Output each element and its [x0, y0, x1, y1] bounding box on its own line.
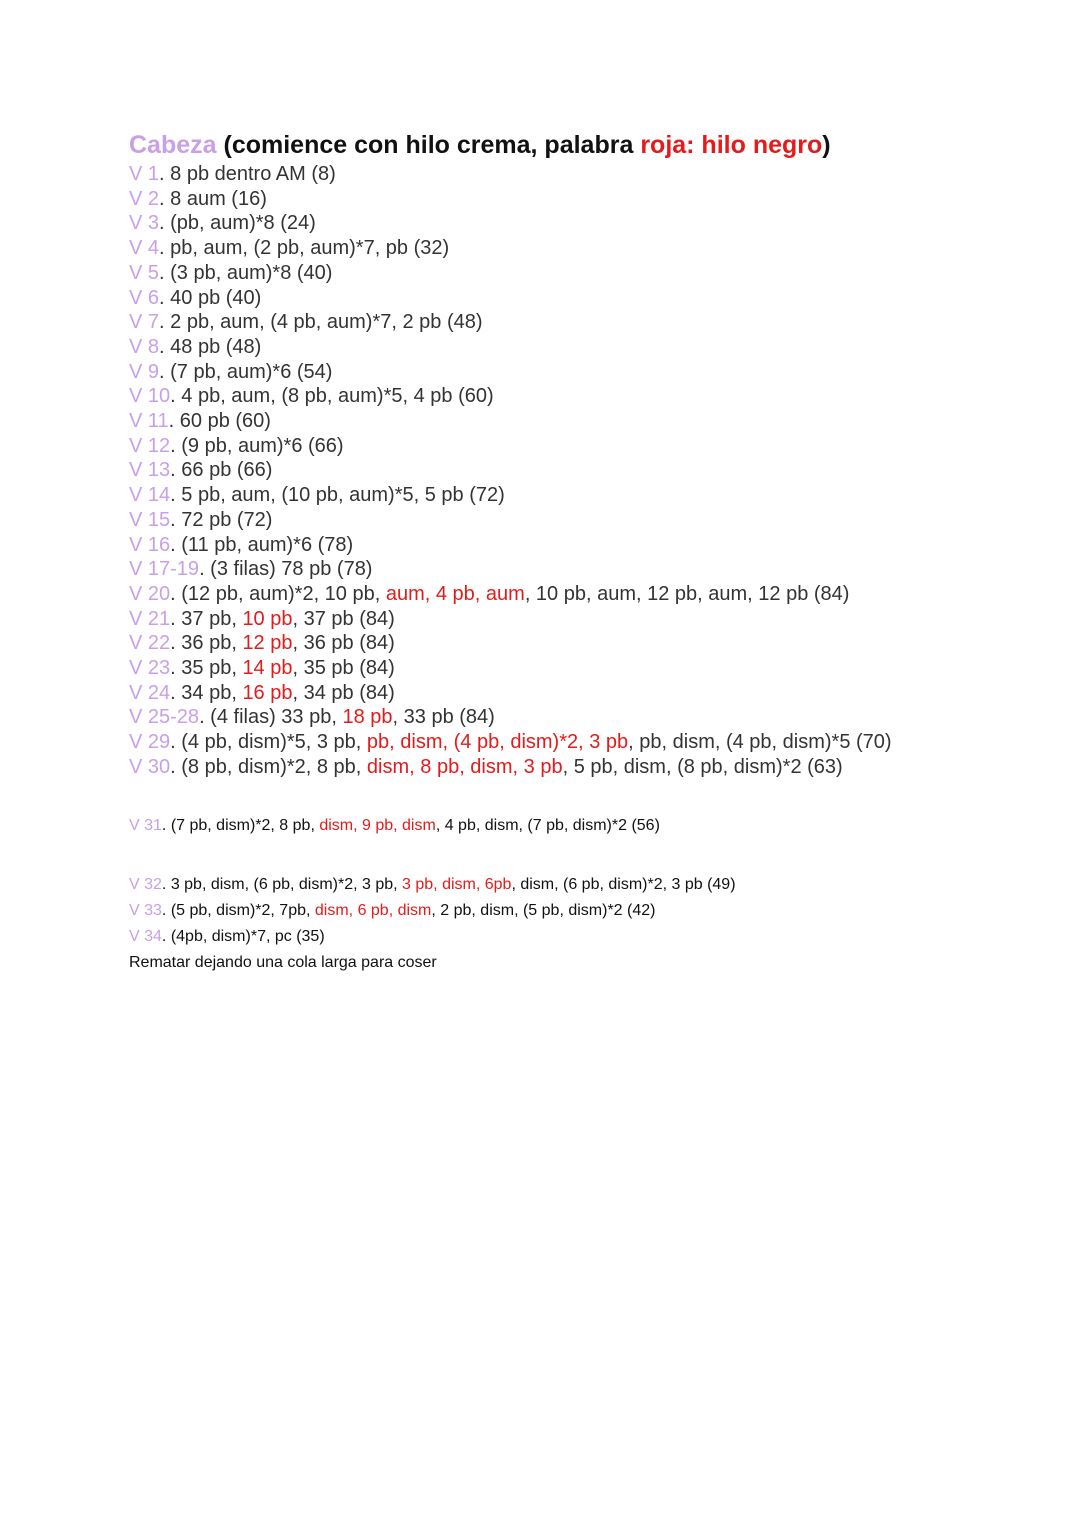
- row-text: , pb, dism, (4 pb, dism)*5 (70): [628, 731, 892, 754]
- row-text: . pb, aum, (2 pb, aum)*7, pb (32): [159, 237, 450, 260]
- row-list: [129, 162, 949, 780]
- row-label: V 23: [129, 657, 171, 680]
- pattern-row: [129, 360, 949, 385]
- row-text: , 10 pb, aum, 12 pb, aum, 12 pb (84): [524, 582, 850, 605]
- row-label: V 30: [129, 755, 171, 778]
- row-label: V 22: [129, 632, 171, 655]
- row-text: . (4 filas) 33 pb,: [199, 706, 343, 729]
- title-red-text: roja: hilo negro: [640, 131, 823, 159]
- title-close: ): [822, 131, 831, 159]
- pattern-row: [129, 582, 949, 607]
- pattern-row: [129, 409, 949, 434]
- row-text: . (7 pb, dism)*2, 8 pb,: [161, 816, 320, 834]
- row-label: V 33: [129, 901, 162, 919]
- row-text: . 4 pb, aum, (8 pb, aum)*5, 4 pb (60): [170, 385, 494, 408]
- row-label: V 7: [129, 311, 160, 334]
- pattern-row: [129, 236, 949, 261]
- row-text: . (pb, aum)*8 (24): [159, 212, 316, 235]
- row-text: , 35 pb (84): [292, 657, 395, 680]
- row-label: V 24: [129, 681, 171, 704]
- row-label: V 16: [129, 533, 171, 556]
- title-accent: Cabeza: [129, 131, 217, 159]
- row-label: V 9: [129, 360, 160, 383]
- spacer: [129, 839, 949, 872]
- row-label: V 2: [129, 187, 160, 210]
- row-label: V 11: [129, 410, 169, 433]
- pattern-row: [129, 813, 949, 839]
- row-text: , dism, (6 pb, dism)*2, 3 pb (49): [511, 875, 736, 893]
- pattern-row: [129, 681, 949, 706]
- row-label: V 13: [129, 459, 171, 482]
- row-label: V 21: [129, 607, 171, 630]
- pattern-row: [129, 898, 949, 924]
- row-label: V 6: [129, 286, 160, 309]
- row-label: V 14: [129, 484, 171, 507]
- pattern-row: [129, 631, 949, 656]
- pattern-row: [129, 557, 949, 582]
- row-text-red: 10 pb: [242, 607, 293, 630]
- row-text: . 5 pb, aum, (10 pb, aum)*5, 5 pb (72): [170, 484, 505, 507]
- row-text-red: 16 pb: [242, 681, 293, 704]
- row-text: . 60 pb (60): [168, 410, 271, 433]
- row-text: . 35 pb,: [170, 657, 243, 680]
- row-label: V 15: [129, 508, 171, 531]
- pattern-row: [129, 607, 949, 632]
- row-text: . (11 pb, aum)*6 (78): [170, 533, 354, 556]
- row-text: , 36 pb (84): [292, 632, 395, 655]
- pattern-row: [129, 384, 949, 409]
- row-text: . 2 pb, aum, (4 pb, aum)*7, 2 pb (48): [159, 311, 483, 334]
- row-text: . 37 pb,: [170, 607, 243, 630]
- row-text-red: dism, 6 pb, dism: [314, 901, 432, 919]
- row-text: , 5 pb, dism, (8 pb, dism)*2 (63): [562, 755, 843, 778]
- row-text-red: 3 pb, dism, 6pb: [402, 875, 512, 893]
- pattern-row: [129, 187, 949, 212]
- row-label: V 29: [129, 731, 171, 754]
- row-text: . 34 pb,: [170, 681, 243, 704]
- row-list-small: [129, 780, 949, 950]
- row-text: . 40 pb (40): [159, 286, 262, 309]
- row-text-red: aum, 4 pb, aum: [385, 582, 525, 605]
- row-text: . (12 pb, aum)*2, 10 pb,: [170, 582, 386, 605]
- row-label: V 3: [129, 212, 160, 235]
- pattern-row: [129, 705, 949, 730]
- pattern-row: [129, 434, 949, 459]
- row-label: V 34: [129, 927, 162, 945]
- row-text-red: dism, 8 pb, dism, 3 pb: [366, 755, 563, 778]
- closing-note: Rematar dejando una cola larga para coser: [129, 953, 437, 971]
- pattern-row: [129, 656, 949, 681]
- pattern-row: [129, 162, 949, 187]
- row-text: . (4pb, dism)*7, pc (35): [161, 927, 325, 945]
- row-label: V 8: [129, 335, 160, 358]
- row-text: . 48 pb (48): [159, 335, 262, 358]
- pattern-row: [129, 310, 949, 335]
- row-text: . (8 pb, dism)*2, 8 pb,: [170, 755, 367, 778]
- row-text: . 66 pb (66): [170, 459, 273, 482]
- row-text-red: 14 pb: [242, 657, 293, 680]
- pattern-row: [129, 508, 949, 533]
- row-text: . (7 pb, aum)*6 (54): [159, 360, 333, 383]
- pattern-row: [129, 211, 949, 236]
- title-text: (comience con hilo crema, palabra: [216, 131, 641, 159]
- row-text-red: 18 pb: [342, 706, 393, 729]
- pattern-page: [129, 128, 949, 976]
- row-label: V 5: [129, 261, 160, 284]
- pattern-row: [129, 261, 949, 286]
- row-text: . 3 pb, dism, (6 pb, dism)*2, 3 pb,: [161, 875, 403, 893]
- pattern-row: [129, 335, 949, 360]
- row-text: . 36 pb,: [170, 632, 243, 655]
- row-text: . 72 pb (72): [170, 508, 273, 531]
- pattern-row: [129, 755, 949, 780]
- row-label: V 1: [129, 163, 160, 185]
- row-label: V 10: [129, 385, 171, 408]
- pattern-row: [129, 924, 949, 950]
- row-text-red: pb, dism, (4 pb, dism)*2, 3 pb: [366, 731, 629, 754]
- spacer: [129, 780, 949, 813]
- pattern-row: [129, 483, 949, 508]
- row-text: . (5 pb, dism)*2, 7pb,: [161, 901, 315, 919]
- pattern-row: [129, 872, 949, 898]
- row-label: V 32: [129, 875, 162, 893]
- row-text: . 8 pb dentro AM (8): [159, 163, 336, 185]
- row-text: , 2 pb, dism, (5 pb, dism)*2 (42): [431, 901, 656, 919]
- pattern-row: [129, 730, 949, 755]
- row-label: V 31: [129, 816, 162, 834]
- pattern-row: [129, 286, 949, 311]
- row-label: V 4: [129, 237, 160, 260]
- row-label: V 25-28: [129, 706, 200, 729]
- row-label: V 20: [129, 582, 171, 605]
- row-text: , 4 pb, dism, (7 pb, dism)*2 (56): [435, 816, 660, 834]
- row-text-red: dism, 9 pb, dism: [319, 816, 436, 834]
- pattern-row: [129, 533, 949, 558]
- row-label: V 12: [129, 434, 171, 457]
- row-label: V 17-19: [129, 558, 200, 581]
- pattern-row: [129, 458, 949, 483]
- pattern-title: [129, 128, 949, 162]
- row-text: . (4 pb, dism)*5, 3 pb,: [170, 731, 367, 754]
- row-text: . 8 aum (16): [159, 187, 267, 210]
- row-text: , 37 pb (84): [292, 607, 395, 630]
- row-text: . (9 pb, aum)*6 (66): [170, 434, 344, 457]
- row-text: , 33 pb (84): [392, 706, 495, 729]
- row-text: . (3 pb, aum)*8 (40): [159, 261, 333, 284]
- row-text: , 34 pb (84): [292, 681, 395, 704]
- row-text: . (3 filas) 78 pb (78): [199, 558, 373, 581]
- row-text-red: 12 pb: [242, 632, 293, 655]
